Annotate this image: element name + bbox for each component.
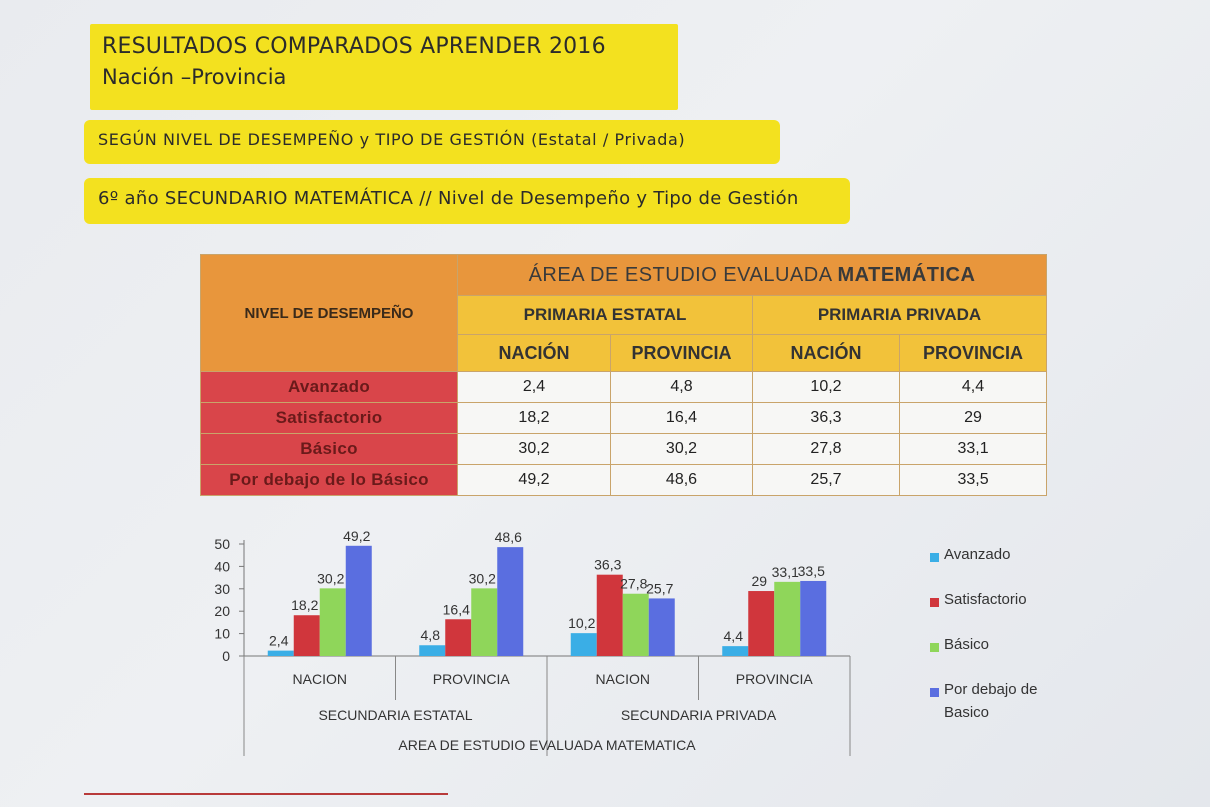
bar [346, 546, 372, 656]
legend-label: Avanzado [944, 546, 1011, 563]
legend-item-basico [930, 638, 989, 656]
data-label: 27,8 [620, 575, 648, 592]
table-cell: 25,7 [753, 465, 900, 496]
table-cell: 18,2 [458, 403, 611, 434]
data-label: 16,4 [442, 601, 470, 618]
bar [774, 582, 800, 656]
table-cell: 27,8 [753, 434, 900, 465]
page-title: RESULTADOS COMPARADOS APRENDER 2016 [102, 34, 606, 59]
area-prefix: ÁREA DE ESTUDIO EVALUADA [528, 263, 832, 286]
table-cell: 29 [900, 403, 1047, 434]
data-label: 4,4 [723, 628, 743, 645]
sub-header: PROVINCIA [900, 335, 1047, 372]
bar [471, 588, 497, 656]
bar [571, 633, 597, 656]
filter-text: SEGÚN NIVEL DE DESEMPEÑO y TIPO DE GESTIÓN (Estatal / Privada) [98, 130, 686, 149]
y-tick-label: 50 [214, 536, 230, 552]
data-label: 4,8 [420, 627, 440, 644]
table-cell: 10,2 [753, 372, 900, 403]
y-tick-label: 20 [214, 603, 230, 620]
table-cell: 30,2 [458, 434, 611, 465]
category-label: NACION [292, 671, 347, 687]
legend-item-satisfactorio [930, 593, 1027, 611]
category-label: PROVINCIA [432, 671, 510, 687]
table-cell: 33,5 [900, 465, 1047, 496]
sub-header: NACIÓN [753, 335, 900, 372]
bar [748, 591, 774, 656]
y-tick-label: 0 [222, 648, 230, 664]
y-tick-label: 30 [214, 580, 230, 597]
data-label: 25,7 [646, 580, 674, 597]
group-label: SECUNDARIA PRIVADA [620, 707, 777, 723]
page-subtitle: Nación –Provincia [102, 65, 287, 89]
bar [497, 547, 523, 656]
bar-chart [200, 528, 880, 768]
data-label: 33,1 [771, 563, 799, 580]
category-label: PROVINCIA [735, 671, 813, 687]
bar [597, 575, 623, 656]
legend-label: Básico [944, 636, 990, 653]
bar [419, 645, 445, 656]
category-label: NACION [595, 671, 650, 687]
area-header [458, 255, 1047, 296]
legend-label: Satisfactorio [944, 591, 1027, 608]
data-label: 18,2 [291, 597, 319, 614]
data-label: 29 [751, 573, 768, 590]
results-table [200, 254, 1047, 496]
table-row [201, 403, 1047, 434]
row-label: Satisfactorio [201, 403, 458, 434]
data-label: 49,2 [343, 528, 371, 544]
row-label: Avanzado [201, 372, 458, 403]
area-subject: MATEMÁTICA [837, 263, 976, 286]
legend-swatch [930, 553, 939, 562]
data-label: 33,5 [797, 562, 825, 579]
table-row [201, 434, 1047, 465]
legend-swatch [930, 598, 939, 607]
data-label: 48,6 [494, 529, 522, 546]
table-row [201, 372, 1047, 403]
sub-header: PROVINCIA [611, 335, 753, 372]
table-cell: 36,3 [753, 403, 900, 434]
bar [268, 651, 294, 656]
table-cell: 49,2 [458, 465, 611, 496]
legend-item-por-debajo [930, 683, 1060, 724]
table-cell: 4,4 [900, 372, 1047, 403]
table-cell: 33,1 [900, 434, 1047, 465]
grade-banner [84, 178, 850, 224]
y-tick-label: 40 [214, 558, 230, 575]
data-label: 10,2 [568, 615, 596, 632]
table-cell: 48,6 [611, 465, 753, 496]
group-header-estatal: PRIMARIA ESTATAL [458, 296, 753, 335]
data-label: 30,2 [317, 570, 345, 587]
x-axis-title: AREA DE ESTUDIO EVALUADA MATEMATICA [398, 737, 696, 753]
data-label: 36,3 [594, 556, 622, 573]
table-row [201, 465, 1047, 496]
bar [445, 619, 471, 656]
legend-label: Por debajo de Basico [944, 681, 1038, 721]
group-header-privada: PRIMARIA PRIVADA [753, 296, 1047, 335]
row-label: Básico [201, 434, 458, 465]
y-tick-label: 10 [214, 625, 230, 642]
sub-header: NACIÓN [458, 335, 611, 372]
bar [623, 594, 649, 656]
filter-banner [84, 120, 780, 164]
level-header: NIVEL DE DESEMPEÑO [201, 255, 458, 372]
table-cell: 4,8 [611, 372, 753, 403]
bar [320, 588, 346, 656]
data-label: 30,2 [468, 570, 496, 587]
grade-text: 6º año SECUNDARIO MATEMÁTICA // Nivel de Desempeño y Tipo de Gestión [98, 188, 799, 209]
legend-swatch [930, 688, 939, 697]
table-cell: 16,4 [611, 403, 753, 434]
table-cell: 30,2 [611, 434, 753, 465]
bar [722, 646, 748, 656]
legend-swatch [930, 643, 939, 652]
bar [649, 598, 675, 656]
data-label: 2,4 [269, 632, 289, 649]
footer-divider [84, 793, 448, 795]
group-label: SECUNDARIA ESTATAL [318, 707, 473, 723]
legend-item-avanzado [930, 548, 1010, 566]
title-banner [90, 24, 678, 110]
bar [294, 615, 320, 656]
table-cell: 2,4 [458, 372, 611, 403]
row-label: Por debajo de lo Básico [201, 465, 458, 496]
bar [800, 581, 826, 656]
